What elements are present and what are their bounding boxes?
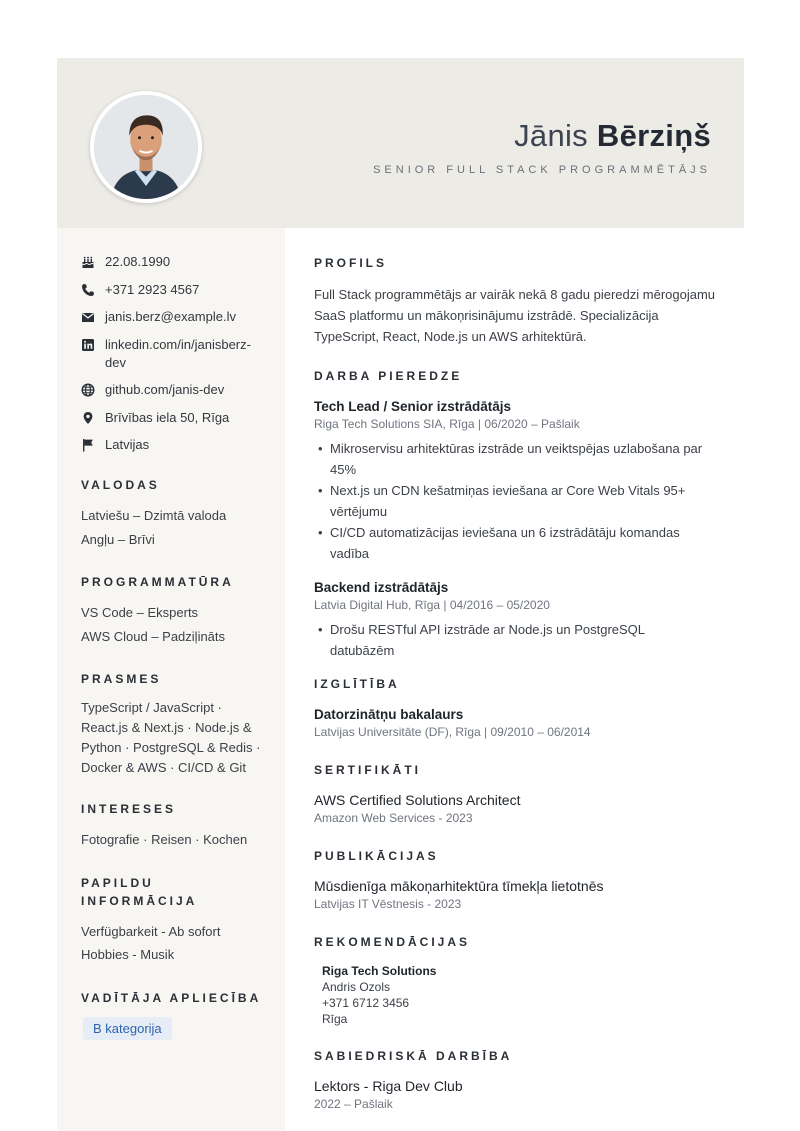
email-icon [81, 310, 95, 324]
globe-icon [81, 383, 95, 397]
reference-city: Rīga [322, 1012, 348, 1026]
job-entry [314, 397, 718, 564]
profile-section [314, 254, 718, 347]
education-section [314, 675, 718, 741]
job-position: Tech Lead / Senior izstrādātājs [314, 399, 512, 414]
certificates-section [314, 761, 718, 827]
achievement-item: • CI/CD automatizācijas ieviešana un 6 izstrādātāju komandas vadība [314, 522, 718, 564]
contact-birthdate [81, 253, 285, 271]
contact-text: Latvijas [105, 437, 150, 452]
contact-text: Brīvības iela 50, Rīga [105, 409, 230, 425]
reference-phone: +371 6712 3456 [322, 996, 410, 1010]
interests-list: Fotografie · Reisen · Kochen [81, 832, 248, 847]
skills-section [81, 670, 285, 778]
contact-text: 22.08.1990 [105, 254, 171, 269]
phone-icon [81, 283, 95, 297]
job-entry [314, 578, 718, 661]
license-badge: B kategorija [83, 1017, 172, 1040]
achievement-item: • Mikroservisu arhitektūras izstrāde un veiktspējas uzlabošana par 45% [314, 438, 718, 480]
section-title: PAPILDU INFORMĀCIJA [81, 875, 198, 908]
publication-name: Mūsdienīga mākoņarhitektūra tīmekļa lietotnēs [314, 878, 604, 894]
software-item: AWS Cloud – Padziļināts [81, 628, 226, 644]
contact-address [81, 409, 285, 427]
experience-section [314, 367, 718, 661]
profile-summary: Full Stack programmētājs ar vairāk nekā 8 gadu pieredzi mērogojamu SaaS platformu un mākoņrisinājumu izstrādē. Specializācija TypeScript, React, Node.js un AWS arhitektūrā. [314, 287, 716, 344]
candidate-name [514, 118, 711, 154]
contact-email[interactable] [81, 308, 285, 326]
degree-name: Datorzinātņu bakalaurs [314, 707, 464, 722]
linkedin-icon [81, 338, 95, 352]
contact-website[interactable] [81, 381, 285, 399]
language-item: Latviešu – Dzimtā valoda [81, 508, 227, 523]
contact-text: +371 2923 4567 [105, 281, 200, 297]
contact-list [81, 253, 285, 454]
section-title: VALODAS [81, 478, 160, 492]
section-title: SERTIFIKĀTI [314, 763, 421, 777]
section-title: SABIEDRISKĀ DARBĪBA [314, 1049, 513, 1063]
volunteer-role: Lektors - Riga Dev Club [314, 1078, 463, 1094]
languages-section [81, 476, 285, 551]
profile-photo [90, 91, 202, 203]
interests-section [81, 800, 285, 852]
software-item: VS Code – Eksperts [81, 605, 199, 620]
section-title: VADĪTĀJA APLIECĪBA [81, 990, 262, 1005]
skills-list: TypeScript / JavaScript · React.js & Next.js · Node.js & Python · PostgreSQL & Redis · Docker & AWS · CI/CD & Git [81, 700, 261, 775]
publications-section [314, 847, 718, 913]
contact-text: github.com/janis-dev [105, 382, 225, 397]
job-achievements [314, 438, 718, 564]
job-achievements [314, 619, 718, 661]
birthday-cake-icon [81, 255, 95, 269]
language-item: Angļu – Brīvi [81, 531, 155, 547]
contact-linkedin[interactable] [81, 336, 285, 372]
section-title: IZGLĪTĪBA [314, 677, 400, 691]
drivers-license-section [81, 989, 285, 1040]
section-title: INTERESES [81, 802, 177, 816]
additional-item: Hobbies - Musik [81, 947, 175, 962]
section-title: PROGRAMMATŪRA [81, 575, 234, 589]
main-content [285, 228, 744, 1131]
map-pin-icon [81, 411, 95, 425]
contact-phone[interactable] [81, 281, 285, 299]
section-title: PROFILS [314, 256, 388, 270]
flag-icon [81, 438, 95, 452]
education-meta: Latvijas Universitāte (DF), Rīga | 09/2010 – 06/2014 [314, 725, 591, 739]
section-title: DARBA PIEREDZE [314, 369, 463, 383]
additional-info-section [81, 874, 285, 967]
resume-page [57, 58, 744, 1131]
certificate-name: AWS Certified Solutions Architect [314, 792, 521, 808]
software-section [81, 573, 285, 648]
contact-text: linkedin.com/in/janisberz-dev [105, 336, 251, 370]
job-meta: Latvia Digital Hub, Rīga | 04/2016 – 05/2020 [314, 598, 550, 612]
contact-text: janis.berz@example.lv [105, 309, 236, 324]
reference-company: Riga Tech Solutions [322, 964, 437, 978]
achievement-item: • Next.js un CDN kešatmiņas ieviešana ar Core Web Vitals 95+ vērtējumu [314, 480, 718, 522]
additional-item: Verfügbarkeit - Ab sofort [81, 923, 221, 939]
sidebar [57, 228, 285, 1131]
section-title: PRASMES [81, 672, 162, 686]
contact-nationality [81, 436, 285, 454]
first-name: Jānis [514, 118, 588, 153]
section-title: PUBLIKĀCIJAS [314, 849, 439, 863]
resume-header [57, 58, 744, 228]
volunteering-section [314, 1047, 718, 1113]
job-title: SENIOR FULL STACK PROGRAMMĒTĀJS [373, 164, 711, 176]
profile-photo-illustration [94, 95, 198, 199]
achievement-item: • Drošu RESTful API izstrāde ar Node.js un PostgreSQL datubāzēm [314, 619, 718, 661]
references-section [314, 933, 718, 1027]
reference-entry [314, 963, 718, 1027]
job-position: Backend izstrādātājs [314, 580, 449, 595]
certificate-meta: Amazon Web Services - 2023 [314, 811, 473, 825]
section-title: REKOMENDĀCIJAS [314, 935, 471, 949]
volunteer-period: 2022 – Pašlaik [314, 1097, 393, 1111]
job-meta: Riga Tech Solutions SIA, Rīga | 06/2020 – Pašlaik [314, 417, 580, 431]
reference-person: Andris Ozols [322, 980, 391, 994]
publication-meta: Latvijas IT Vēstnesis - 2023 [314, 897, 462, 911]
last-name: Bērziņš [596, 118, 711, 153]
